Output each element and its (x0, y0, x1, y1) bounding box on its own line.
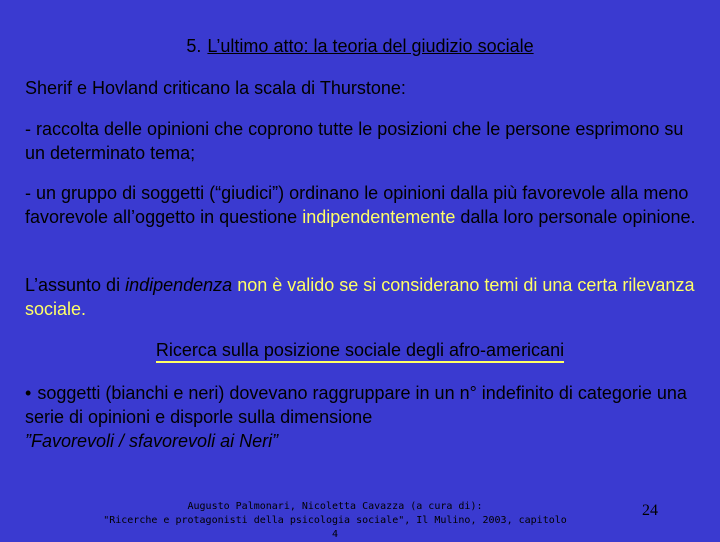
point-two-part2: dalla loro personale opinione. (455, 207, 696, 227)
point-two-part1: - un gruppo di soggetti (“giudici”) ordinano le opinioni dalla più favorevole alla meno favorevole all’oggetto in questione (25, 183, 689, 227)
assumption-part2: non è valido se si considerano temi di una certa rilevanza sociale. (25, 275, 695, 319)
footer-citation (100, 500, 570, 542)
title-number: 5. (186, 36, 202, 56)
footer-line2: "Ricerche e protagonisti della psicologia sociale", Il Mulino, 2003, capitolo 4 (103, 515, 567, 540)
point-one: - raccolta delle opinioni che coprono tutte le posizioni che le persone esprimono su un determinato tema; (25, 119, 684, 163)
bullet-symbol: • (25, 383, 32, 403)
assumption-highlight: indipendenza (125, 275, 233, 295)
point-two (25, 181, 700, 229)
title-text: L’ultimo atto: la teoria del giudizio sociale (207, 36, 534, 56)
assumption-part1: L’assunto di (25, 275, 126, 295)
intro-text: Sherif e Hovland criticano la scala di Thurstone: (25, 78, 406, 98)
bullet-text: soggetti (bianchi e neri) dovevano raggruppare in un n° indefinito di categorie una serie di opinioni e disporle sulla dimensione (25, 383, 687, 427)
point-two-highlight: indipendentemente (302, 207, 456, 227)
footer-line1: Augusto Palmonari, Nicoletta Cavazza (a cura di): (187, 501, 483, 512)
subheading (0, 340, 720, 361)
bullet-quote: ”Favorevoli / sfavorevoli ai Neri” (25, 431, 279, 451)
page-number: 24 (642, 502, 658, 519)
title-text-underlined (207, 36, 533, 56)
assumption-text (25, 273, 700, 321)
bullet-point (25, 381, 700, 453)
slide-title (0, 36, 720, 57)
subheading-text: Ricerca sulla posizione sociale degli afro-americani (156, 340, 564, 363)
